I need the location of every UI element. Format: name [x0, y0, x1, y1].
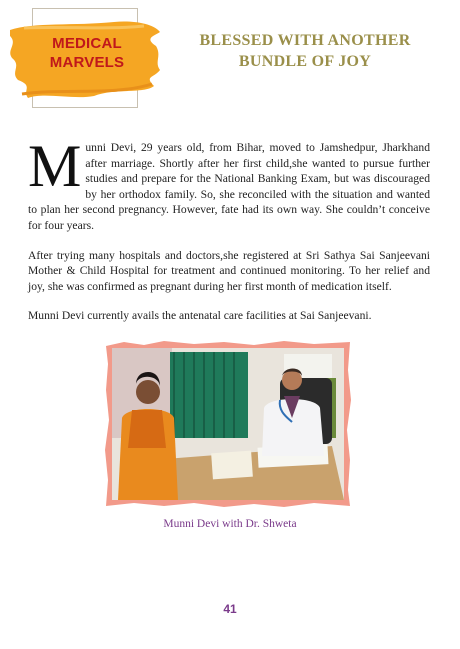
badge-line-2: MARVELS	[49, 54, 125, 71]
headline-line-2: BUNDLE OF JOY	[238, 53, 372, 70]
article-headline	[180, 30, 430, 72]
article-body	[28, 133, 430, 338]
drop-cap: M	[28, 133, 82, 199]
headline-line-1: BLESSED WITH ANOTHER	[199, 32, 411, 49]
section-badge	[4, 8, 164, 112]
paragraph-3: Munni Devi currently avails the antenatal care facilities at Sai Sanjeevani.	[28, 309, 372, 323]
paragraph-1	[28, 133, 430, 234]
photo-caption: Munni Devi with Dr. Shweta	[163, 518, 297, 530]
badge-title	[22, 34, 152, 72]
patient-photo	[104, 340, 352, 508]
page-number: 41	[223, 602, 237, 616]
paragraph-2: After trying many hospitals and doctors,she registered at Sri Sathya Sai Sanjeevani Mother & Child Hospital for treatment and continued monitoring. To her relief and joy, she was confirmed as pregnant during her first month of medication itself.	[28, 248, 430, 293]
photo-image	[112, 348, 344, 500]
paragraph-1-text: unni Devi, 29 years old, from Bihar, moved to Jamshedpur, Jharkhand after marriage. Shortly after her first child,she wanted to pursue further studies and prepare for the National Banking Exam, but was discouraged by her orthodox family. So, she reconciled with the situation and wanted to plan her second pregnancy. However, fate had its own way. She couldn’t conceive for four years.	[28, 141, 430, 232]
badge-line-1: MEDICAL	[52, 35, 122, 52]
